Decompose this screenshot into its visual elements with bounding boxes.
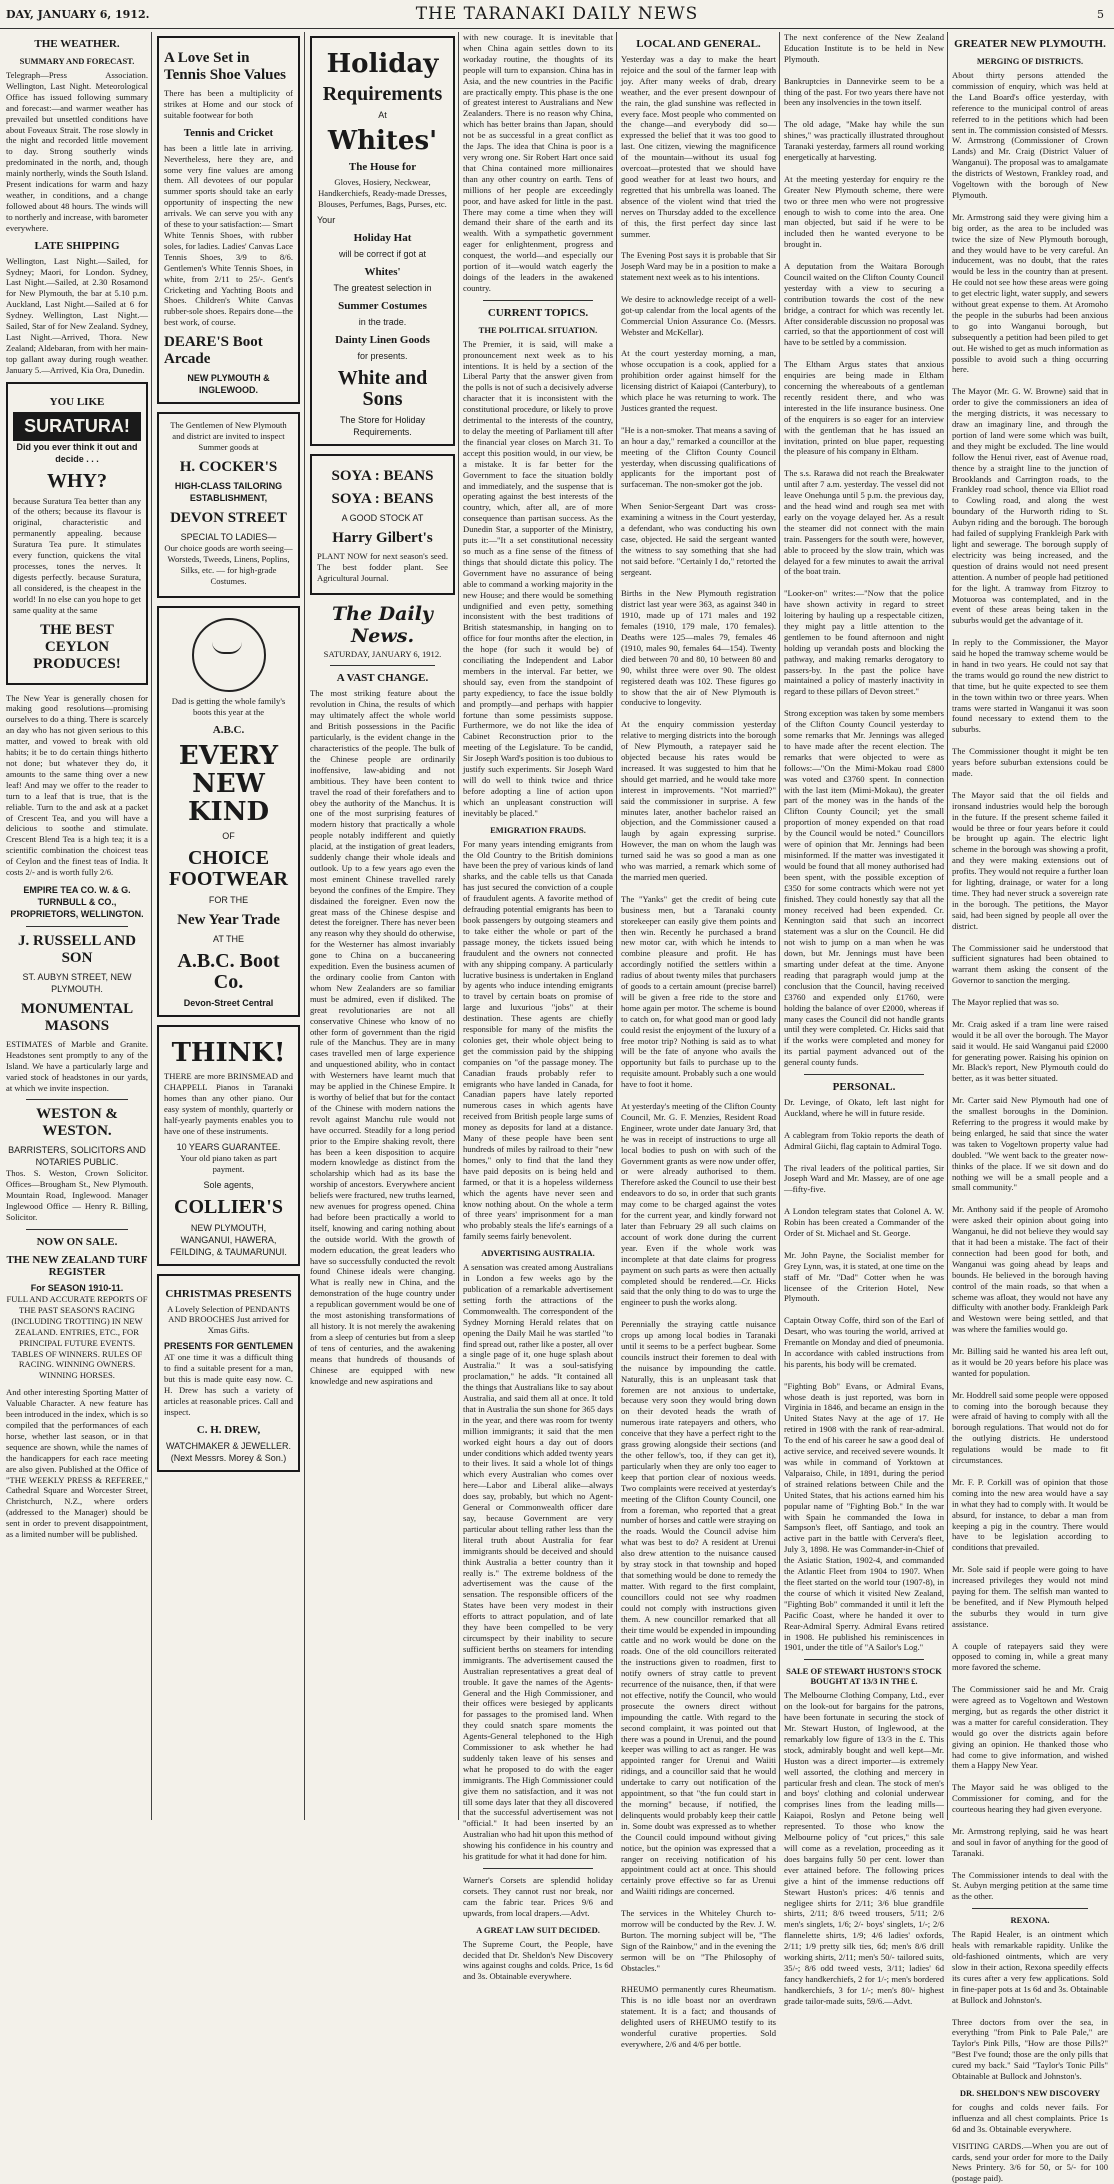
drew-body: AT one time it was a difficult thing to find a suitable present for a man, but this is made quite easy now. C. H. Drew has such a variety of articles at reasonable prices. Call and inspect.	[164, 1352, 293, 1417]
whites-holiday: Holiday	[326, 49, 439, 79]
masthead	[0, 0, 1114, 29]
column-5	[621, 32, 776, 2049]
collier-name: COLLIER'S	[174, 1195, 283, 1218]
weather-text: Telegraph—Press Association. Wellington, Last Night. Meteorological Office has issued following summary and forecast:—and warmer weather has prevailed but unsettled conditions have about Foveaux Strait. The rose slowly in the night and recorded little movement to day. Strong southerly winds predominated in the north, and, though mainly northerly, winds the South Island. Present indications for warm and hazy weather, in conditions, and a change followed about 48 hours. The winds will to northerly and increase, with barometer everywhere.	[6, 70, 148, 233]
gilbert-name: Harry Gilbert's	[332, 529, 433, 546]
masthead-title: THE TARANAKI DAILY NEWS	[415, 4, 699, 24]
editorial-continued: with new courage. It is inevitable that when China again settles down to its workaday routine, the thoughts of its people will turn to expansion. China has in Asia, and the new countries in the Pacific are practically empty. This phase is the one of greatest interest to Australians and New Zealanders. There is no reason why China, which has better brains than Japan, should not be as successful in a great conflict as the Japs. The idea that China is poor is a very wrong one. Sir Robert Hart once said that China contained more millionaires than any other country on earth. Tens of millions of her people are exceedingly poor, and have asked for little in the past. There may come a time when they will demand their share of the earth and its wealth. With a sympathetic government eager for enlightenment, progress and conquest, the world—and especially our portion of it—would watch eagerly the doings of the leaders in the awakened country.	[463, 32, 613, 293]
deare-locations: NEW PLYMOUTH & INGLEWOOD.	[187, 373, 270, 396]
abc-boot-advert	[157, 606, 300, 1017]
gilbert-advert	[310, 454, 455, 596]
column-rule	[947, 32, 948, 1820]
divider	[804, 1074, 924, 1075]
suratura-why: WHY?	[47, 469, 107, 492]
turf-register-onsale: NOW ON SALE.	[36, 1236, 118, 1248]
divider	[26, 926, 128, 927]
column-rule	[458, 32, 459, 1820]
collier-body: THERE are more BRINSMEAD and CHAPPELL Pianos in Taranaki homes than any other piano. Our easy system of monthly, quarterly or half-yearly payments enables you to have one of these instruments.	[164, 1071, 293, 1136]
whites-linen-goods: Dainty Linen Goods	[335, 333, 430, 346]
editorial-heading: A VAST CHANGE.	[336, 672, 429, 685]
weston-body: Thos. S. Weston, Crown Solicitor. Offices—Brougham St., New Plymouth. Mountain Road, Inglewood. Manager Inglewood Office — Henry R. Billing, Solicitor.	[6, 1168, 148, 1223]
law-suit-heading: A GREAT LAW SUIT DECIDED.	[476, 1924, 600, 1935]
political-text: The Premier, it is said, will make a pronouncement next week as to his intentions. It is held by a section of the Liberal Party that the answer given from the polls is not of such a decisively adverse character that it is inconsistent with the constitutional procedure, or likely to prove detrimental to the interests of the country, to delay the meeting of Parliament till after the financial year closes on March 31. To accept this position would, in our view, be a mistake. It is far better for the Government to face the situation boldly and immediately, and the suspense that is operating against the best interests of the country, which, after all, are of more consequence than partisan success. As the Dunedin Star, a supporter of the Ministry, puts it:—"It a set constitutional necessity so much as a fine sense of the fitness of things that should dictate this policy. The Government have no assurance of being able to command a working majority in the new House; and there would be something undignified and even petty, something inconsistent with the best traditions of British statesmanship, in hanging on to office for four months after the election, in the hope (for such it would be) of conciliating the Independent and Labor members in the interval. Far better, we should say, even from the standpoint of party expediency, to face the issue boldly and promptly—and perhaps with happier fortune than some pessimists suppose. Furthermore, we do not like the idea of Cabinet Reconstruction prior to the meeting of the Legislature. To be candid, Sir Joseph Ward's position is too dubious to justify such experiments. Sir Joseph Ward will do well to think twice and thrice before adopting a line of action upon which an unpleasant construction will inevitably be placed."	[463, 338, 613, 818]
column-rule	[304, 32, 305, 1820]
russell-trade: MONUMENTAL MASONS	[20, 1000, 134, 1034]
divider	[483, 1868, 593, 1869]
weather-subheading: SUMMARY AND FORECAST.	[19, 56, 135, 66]
whites-summer-costumes: Summer Costumes	[338, 299, 427, 312]
abc-location: Devon-Street Central	[183, 998, 274, 1009]
local-general-heading: LOCAL AND GENERAL.	[636, 38, 761, 50]
turf-register-title: THE NEW ZEALAND TURF REGISTER	[6, 1254, 148, 1278]
greater-new-plymouth-heading: GREATER NEW PLYMOUTH.	[954, 38, 1106, 50]
collier-advert	[157, 1025, 300, 1265]
suratura-body: because Suratura Tea better than any of the others; because its flavour is original, characteristic and permanently appealing. because Suratura Tea pure. It stimulates every function, quickens the vital processes, tones the nerves. It digests perfectly. because Suratura, all considered, is the cheapest in the world! In no else can you hope to get same quality at the same	[13, 495, 141, 615]
masthead-date: DAY, JANUARY 6, 1912.	[6, 8, 150, 21]
advertising-text: A sensation was created among Australians in London a few weeks ago by the publication of a remarkable advertisement setting forth the attractions of the Commonwealth. The correspondent of the Sydney Morning Herald relates that on opening the Daily Mail he was startled "to find spread out, rather like a poster, all over a single page of it, one huge splash about Australia." It was a soul-satisfying proclamation," he adds. "It contained all the things that Australians like to say about Australia, and said them all at once. It told that in Australia the sun shone for 365 days in the year, and there was room for twenty million immigrants; it said that the men worked eight hours a day out of doors under conditions which added twenty years to their lives. It said a whole lot of things which every Australian who comes over here—Labor and Liberal alike—always does say, probably, but which no Agent-General or Commonwealth officer dare say, because Government are very particular about telling rather less than the literal truth about Australia for fear immigrants should be deceived and should think Australia a better country than it really is." The extreme boldness of the advertisement was the cause of the sensation. The responsible officers of the States have been very modest in their efforts to attract population, and of late they have been compelled to be very circumspect by their inability to secure sufficient berths on steamers for intending immigrants. The advertisement caused the Australian representatives a great deal of trouble. It gave the names of the Agents-General and the High Commissioner, and their offices were besieged by applicants for passages to the promised land. When they could snatch spare moments the Agents-General telephoned to the High Commissioner to ask whether he had suddenly taken leave of his senses and what he proposed to do with the eager immigrants. The High Commissioner could give them no satisfaction, and it was not till some days later that they all discovered that the successful advertisement was not "official." It had been inserted by an Australian who had hit upon this method of showing his confidence in his country and his gratitude for what it had done for him.	[463, 1262, 613, 1862]
whites-store: The Store for Holiday Requirements.	[339, 414, 426, 437]
deare-shop-name: DEARE'S Boot Arcade	[164, 334, 263, 368]
whites-name-2: Whites'	[364, 265, 401, 278]
empire-tea-proprietors: EMPIRE TEA CO. W. & G. TURNBULL & CO., PROPRIETORS, WELLINGTON.	[10, 884, 144, 919]
deare-tennis-cricket: Tennis and Cricket	[183, 126, 274, 139]
column-1	[6, 32, 148, 1820]
visiting-cards-notice: VISITING CARDS.—When you are out of cards, send your order for more to the Daily News Printery. 3/6 for 50, or 5/- for 100 (postage paid).	[952, 2140, 1108, 2184]
deare-advert	[157, 36, 300, 404]
column-2	[157, 32, 300, 1820]
cocker-street: DEVON STREET	[170, 509, 287, 526]
abc-new-year-trade: New Year Trade	[177, 912, 280, 929]
crescent-tea-advert-text: The New Year is generally chosen for making good resolutions—promising ourselves to do a thing. There is scarcely an day who has not given serious to this matter, and vowed to break with old habits; it be to do certain things hitherto not done; but whatever they do, it amounts to the same thing over a new leaf! And may we offer to the reader to turn to a leaf that is true, that is the reliable. Turn to the and ask at a packet of Crescent Tea, and you will have a delicious to soothe and stimulate. Crescent Blend Tea is a high tea; it is a scientific combination the choicest teas of Ceylon and the finest teas of India. It costs 2/- and is worth fully 2/6.	[6, 692, 148, 878]
personal-heading: PERSONAL.	[832, 1081, 896, 1094]
sale-heading: SALE OF STEWART HUSTON'S STOCK BOUGHT AT 13/3 IN THE £.	[786, 1666, 942, 1687]
gilbert-body: PLANT NOW for next season's seed. The best fodder plant. See Agricultural Journal.	[317, 550, 448, 583]
column-rule	[616, 32, 617, 1820]
weston-profession: BARRISTERS, SOLICITORS AND NOTARIES PUBLIC.	[8, 1145, 146, 1168]
local-notes-text: The next conference of the New Zealand Education Institute is to be held in New Plymouth. Bankruptcies in Dannevirke seem to be a thing of the past. For two years there have not been any insolvencies in the town itself. The old adage, "Make hay while the sun shines," was practically illustrated throughout Taranaki yesterday, farmers all round working energetically at harvesting. At the meeting yesterday for enquiry re the Greater New Plymouth scheme, there were two or three men who were not progressive enough to wish to come into the area. One man objected, but said if he were to be included then he wanted everyone to be brought in. A deputation from the Waitara Borough Council waited on the Clifton County Council yesterday with a view to securing a contribution towards the cost of the new bridge, a contract for which was recently let. After considerable discussion no proposal was carried, so that the apportionment of cost will have to be settled by a commission. The Eltham Argus states that anxious enquiries are being made in Eltham concerning the whereabouts of a gentleman recently resident there, and who was interested in the life insurance business. One of the enquirers is so eager for an interview with the gentleman that he has issued an invitation, printed on blue paper, requesting the pleasure of his company in Eltham. The s.s. Rarawa did not reach the Breakwater until after 7 a.m. yesterday. The vessel did not leave Onehunga until 5 p.m. the previous day, and the head wind and rough sea met with early on the voyage delayed her. As a result the steamer did not connect with the main train. Passengers for the south were, however, able to proceed by the slow train, which was delayed for a few minutes to await the arrival of the boat train. "Looker-on" writes:—"Now that the police have shown activity in regard to street loitering by hauling up a respectable citizen, they might pay a little attention to the gentlemen to be found afternoon and night holding up verandah posts and blocking the pathway, and making remarks derogatory to passers-by. In the past the police have maintained a policy of masterly inactivity in regard to these pillars of Devon street." Strong exception was taken by some members of the Clifton County Council yesterday to some remarks that Mr. Jennings was alleged to have made after the recent election. The remarks that were objected to were as follows:—"On the Mimi-Mokau road £800 was voted and £3760 spent. In connection with the last item (Mimi-Mokau), the greater part of the money was in the hands of the Clifton County Council; yet the small proportion of money expended on that road by the Council would be noted." Councillors were of opinion that Mr. Jennings had been misinformed. If the matter was investigated it would be found that all money authorised had been spent, with the possible exception of £350 for some contracts which were not yet finished. They could honestly say that all the money received had been expended. Cr. Kennington said that such an incorrect statement was a slur on the Council. He did not wish to jump on a man when he was down, but Mr. Jennings must have been smarting under defeat at the time. Anyone reading that paragraph would jump at the conclusion that the Council, having received £3760 and expended only £1760, were holding the balance of over £2000, whereas if many cases the Council did not handle grants until they were completed. Cr. Hicks said that if the works were completed and money for its partial payment advanced out of the general county funds.	[784, 32, 944, 1068]
sheldon-heading: DR. SHELDON'S NEW DISCOVERY	[959, 2087, 1101, 2098]
shipping-text: Wellington, Last Night.—Sailed, for Sydney; Maori, for London. Sydney, Last Night.—Sailed, at 2.30 Rosamond for New Plymouth, the bar at 5.10 p.m. Auckland, Last Night.—Sailed at 6 for Sydney. Wellington, Last Night.—Sailed, Star of for New Zealand. Sydney, Last Night.—Arrived, Thora. New Zealand; Aldebaran, from with her main-top gallant away during rough weather. January 5.—Arrived, Kia Ora, Dunedin.	[6, 255, 148, 375]
gilbert-stock: A GOOD STOCK AT	[341, 512, 424, 523]
whites-at: At	[378, 110, 387, 120]
collier-trade-in: Your old piano taken as part payment.	[180, 1152, 277, 1174]
abc-short: A.B.C.	[212, 724, 245, 737]
collier-sole-agents: Sole agents,	[203, 1179, 254, 1190]
emigration-text: For many years intending emigrants from the Old Country to the British dominions have been the prey of various kinds of land sharks, and the cable tells us that Canada has just secured the conviction of a couple of fraudulent agents. A favorite method of defrauding potential emigrants has been to book passengers by outgoing steamers and to take either the whole or part of the passage money, the tickets issued being fraudulent and the owners not connected with any shipping company. A particularly lucrative business is undertaken in England by agents who induce intending emigrants to travel by certain boats on promise of large and luxurious "jobs" at their destination. These agents are chiefly responsible for many of the misfits the colonies get, their whole object being to get the commission paid by the shipping companies on "of the passage money. The Canadian frauds probably refer to emigrants who have landed in Canada, for Canadian papers have lately reported numerous cases in which agents have received from British people large sums of money as deposits for land at a distance. Many of these people have been sent hundreds of miles by railroad to their "new homes," only to find that the land they have paid deposits on is being held and farmed, or that it is a hopeless wilderness which the agents have never seen and know nothing about. On the whole a term of three years' imprisonment for a man who probably steals the life's earnings of a family seems fairly benevolent.	[463, 838, 613, 1242]
whites-for-presents: for presents.	[357, 350, 408, 361]
abc-choice-footwear: CHOICE FOOTWEAR	[169, 847, 288, 891]
whites-goods: Gloves, Hosiery, Neckwear, Handkerchiefs, Ready-made Dresses, Blouses, Perfumes, Bags, Purses, etc.	[318, 177, 447, 209]
cocker-intro: The Gentlemen of New Plymouth and district are invited to inspect Summer goods at	[170, 420, 287, 452]
weather-heading: THE WEATHER.	[34, 38, 120, 50]
merging-heading: MERGING OF DISTRICTS.	[976, 56, 1084, 66]
abc-at-the: AT THE	[212, 934, 244, 945]
soya-beans-2: SOYA : BEANS	[331, 490, 434, 507]
divider	[330, 665, 435, 666]
drew-name: C. H. DREW,	[196, 1423, 261, 1436]
emigration-heading: EMIGRATION FRAUDS.	[490, 824, 586, 835]
whites-correct: will be correct if got at	[338, 248, 427, 259]
weston-name: WESTON & WESTON.	[36, 1106, 118, 1140]
masthead-page-number: 5	[1097, 8, 1104, 21]
sheldon-text: for coughs and colds never fails. For influenza and all chest complaints. Price 1s 6d and 3s. Obtainable everywhere.	[952, 2101, 1108, 2134]
column-rule	[779, 32, 780, 1820]
issue-date: SATURDAY, JANUARY 6, 1912.	[323, 649, 442, 660]
editorial-text: The most striking feature about the revolution in China, the results of which may ultimately affect the whole world and British possessions in the Pacific particularly, is the evident change in the characteristics of the people. The bulk of the Chinese people are ordinarily inoffensive, law-abiding and not ambitious. They have been content to travel the road of their forefathers and to obey the authority of the Manchus. It is one of the most surprising features of modern history that practically a whole people notably indifferent and quietly placid, at the instigation of great leaders, suddenly change their whole ideals and outlook. Up to a few years ago even the most eminent Chinese travelled rarely beyond the confines of the Empire. They disdained the foreigner. Even now the great mass of the Chinese despise and detest the foreigner. There has never been any reason why they should do otherwise, for the Westerner has almost invariably gone to China on a buccaneering expedition. Even the business acumen of the ordinary coolie from Canton with whom New Zealanders are so familiar must be admired, even if disliked. The great revolutionaries are not all conservative Chinese who know of no other form of government than the rigid rule of the Manchus. They are in many cases travelled men of large experience and unquestioned ability, who in contact with Westerners have learnt much that may be applied in the Chinese Empire. It is worthy of belief that but for the contact of the Chinese with modern nations the revolt against Manchu rule would not have occurred. Steadily for a long period prior to the Empire shaking revolt, there has been a keen disposition to acquire modern knowledge as distinct from the scholarship which had as its base the worship of ancestors. Everywhere ancient beliefs were fractured, new truths learned, new avenues for progress opened. China had before been practically a world to itself, knowing and caring nothing about the outside world. With the growth of modern education, the great leaders who have so successfully conducted the revolt found Chinese ideals were changing. What is really new in China, and the demonstration of the huge country under a republican government would be one of the most astonishing transformations of all history. It is not merely the awakening from a sleep of centuries but from a sleep of tens of centuries, and the awakening means that hundreds of thousands of Chinese are equipped with new knowledge and new aspirations and	[310, 688, 455, 1386]
current-topics-heading: CURRENT TOPICS.	[487, 306, 589, 319]
divider	[972, 1908, 1088, 1909]
turf-register-contents: FULL AND ACCURATE REPORTS OF THE PAST SEASON'S RACING (INCLUDING TROTTING) IN NEW ZEALAND. ENTRIES, ETC., FOR PRINCIPAL FUTURE EVENTS. TABLES OF WINNERS. RULES OF RACING. WINNING OWNERS. WINNING HORSES.	[6, 1294, 148, 1381]
rexona-heading: REXONA.	[1010, 1915, 1050, 1926]
whites-requirements: Requirements	[322, 83, 443, 105]
whites-house-for: The House for	[348, 161, 417, 173]
russell-name: J. RUSSELL AND SON	[18, 932, 136, 966]
divider	[483, 300, 593, 301]
column-4	[463, 32, 613, 1982]
turf-register-body: And other interesting Sporting Matter of Valuable Character. A new feature has been introduced in the index, which is so compiled that the performances of each horse, whether last season, or in that sequence are shown, while the names of the handicappers for each race meeting are also given. Published at the Office of "THE WEEKLY PRESS & REFEREE," Cathedral Square and Worcester Street, Christchurch, N.Z., where orders (addressed to the Manager) should be sent in order to prevent disappointment, as a limited number will be published.	[6, 1387, 148, 1540]
advertising-heading: ADVERTISING AUSTRALIA.	[481, 1248, 595, 1259]
abc-intro: Dad is getting the whole family's boots this year at the	[171, 696, 286, 718]
whites-your: Your	[317, 214, 336, 225]
whites-name-1: Whites'	[327, 126, 438, 156]
law-suit-text: The Supreme Court, the People, have decided that Dr. Sheldon's New Discovery wins against coughs and colds. Price, 1s 6d and 3s. Obtainable everywhere.	[463, 1938, 613, 1982]
drew-gentlemen: PRESENTS FOR GENTLEMEN	[164, 1341, 294, 1352]
collier-think: THINK!	[171, 1038, 286, 1069]
smiling-child-illustration	[192, 618, 266, 692]
deare-headline: A Love Set in Tennis Shoe Values	[164, 50, 287, 83]
cocker-name: H. COCKER'S	[179, 458, 278, 475]
divider	[26, 1229, 128, 1230]
russell-body: ESTIMATES of Marble and Granite. Headstones sent promptly to any of the Island. We have a particularly large and varied stock of headstones in our yards, at which we invite inspection.	[6, 1038, 148, 1093]
column-7	[952, 32, 1108, 2184]
soya-beans-1: SOYA : BEANS	[331, 467, 434, 484]
suratura-question: Did you ever think it out and decide . . .	[16, 441, 138, 464]
column-rule	[151, 32, 152, 1820]
drew-headline: CHRISTMAS PRESENTS	[165, 1287, 292, 1300]
cocker-advert	[157, 412, 300, 598]
personal-text: Dr. Levinge, of Okato, left last night for Auckland, where he will in future reside. A cablegram from Tokio reports the death of Admiral Giichi, flag captain to Admiral Togo. The rival leaders of the political parties, Sir Joseph Ward and Mr. Massey, are of one age—fifty-five. A London telegram states that Colonel A. W. Robin has been created a Commander of the Order of St. Michael and St. George. Mr. John Payne, the Socialist member for Grey Lynn, was, it is stated, at one time on the staff of Mr. "Dad" Cotter when he was licensee of the Criterion Hotel, New Plymouth. Captain Otway Coffe, third son of the Earl of Desart, who was touring the world, arrived at Fremantle on Monday and died of pneumonia. In accordance with cabled instructions from his parents, his body will be cremated. "Fighting Bob" Evans, or Admiral Evans, whose death is just reported, was born in Virginia in 1846, and became an ensign in the United States Navy at the age of 17. He retired in 1908 with the rank of rear-admiral. To the end of his career he saw a good deal of active service, and received severe wounds. It was while in command of Yorktown at Valparaiso, Chile, in 1891, during the period of strained relations between Chile and the United States, that his actions earned him his popular name of "Fighting Bob." In the war with Spain he commanded the Iowa in Sampson's fleet, off Santiago, and took an active part in the battle with Cervera's fleet, July 3, 1898. He was Commander-in-Chief of the Asiatic Station, 1902-4, and commanded the Atlantic Fleet from 1904 to 1907. When the fleet started on the world tour (1907-8), in the course of which it visited New Zealand, "Fighting Bob" commanded it until it left the Pacific Coast, where he handed it over to Rear-Admiral Sperry. Admiral Evans retired in 1908. He published his reminiscences in 1901, under the title of "A Sailor's Log."	[784, 1097, 944, 1653]
whites-and-sons: White and Sons	[337, 366, 428, 410]
warner-corsets-notice: Warner's Corsets are splendid holiday corsets. They cannot rust nor break, nor cam the fabric tear. Prices 9/6 and upwards, from local drapers.—Advt.	[463, 1875, 613, 1918]
cocker-establishment: HIGH-CLASS TAILORING ESTABLISHMENT,	[174, 480, 283, 503]
suratura-advert	[6, 382, 148, 685]
collier-branches: NEW PLYMOUTH, WANGANUI, HAWERA, FEILDING, & TAUMARUNUI.	[170, 1222, 287, 1257]
russell-address: ST. AUBYN STREET, NEW PLYMOUTH.	[22, 971, 132, 994]
whites-holiday-hat: Holiday Hat	[353, 231, 412, 244]
suratura-tagline: THE BEST CEYLON PRODUCES!	[33, 621, 121, 672]
local-general-text: Yesterday was a day to make the heart rejoice and the soul of the farmer leap with joy. After many weeks of drab, dreary weather, and the ever present downpour of the rain, the glad sunshine was reflected in every face. Most people who commented on the change—and everybody did so—expressed the belief that it was too good to last. One citizen, viewing the magnificence of the mountain—without its usual fog overcoat—protested that we should have good weather for at least two hours, and regretted that his umbrella was loaned. The absence of the violent wind that tried the nerves on Thursday added to the excellence of this, the first perfect day since last summer. The Evening Post says it is probable that Sir Joseph Ward may be in a position to make a statement next week as to his intentions. We desire to acknowledge receipt of a well-got-up calendar from the local agents of the Commercial Union Assurance Co. (Messrs. Webster and McKellar). At the court yesterday morning, a man, whose occupation is a cook, applied for a prohibition order against himself for the licensing district of Kaiapoi (Canterbury), to which place he was returning to work. The Justices granted the request. "He is a non-smoker. That means a saving of an hour a day," remarked a councillor at the meeting of the Clifton County Council yesterday, when discussing qualifications of applicants for the important post of surfaceman. The non-smoker got the job. When Senior-Sergeant Dart was cross-examining a witness in the Court yesterday, a defendant, who was conducting his own case, objected. He said the sergeant wanted the witness to say something that she had not said before. "Certainly I do," retorted the sergeant. Births in the New Plymouth registration district last year were 363, as against 340 in 1910, made up of 171 males and 192 females (1910, 179 male, 170 females). Deaths were 125—males 79, females 46 (1910, males 90, females 64—154). Twenty died between 70 and 80, 10 between 80 and 90, whilst three were over 90. The oldest registered death was 102. These figures go to show that the air of New Plymouth is conducive to longevity. At the enquiry commission yesterday relative to merging districts into the borough of New Plymouth, a ratepayer said he objected because his rates would be increased. It was suggested to him that he should get married, and he would take more interest in improvements. "Not married?" said the commissioner in surprise. A few minutes later, another bachelor raised an objection, and the Commissioner caused a laugh by again expressing surprise. However, the man on whom the laugh was turned said he was so good a man as one who was married, a remark which some of the married men queried. The "Yanks" get the credit of being cute business men, but a Taranaki county storekeeper can easily give them points and then win. Recently he purchased a brand new motor car, with which he intends to combine pleasure and profit. He has accordingly notified the settlers within a radius of about twenty miles that purchasers of goods to a certain amount (precise barrel) will be given a free ride to the store and home again per motor. The scheme is bound to catch on, for what good man or good lady could resist the enjoyment of the luxury of a free motor trip? Nothing is said as to what will be the fate of anyone who avails the opportunity but fails to purchase up to the requisite amount. Probably such a one would have to foot it home. At yesterday's meeting of the Clifton County Council, Mr. G. F. Menzies, Resident Road Engineer, wrote under date January 3rd, that he was in receipt of instructions to urge all local bodies to push on with such of the Government grants as were now under offer, or were already authorised to them. Therefore asked the Council to use their best endeavors to do so, in order that such grants may come to be charged against the votes for the current year, and kindly forward not later than February 29 all such claims on account of work done during the current year. Even if the whole work was incomplete at that date claims for progress payment on such parts as were then actually completed should be rendered.—Cr. Hicks said that the only thing to do was to urge the engineer to push the works along. Perennially the straying cattle nuisance crops up among local bodies in Taranaki until it seems to be a perfect bugbear. Some councils instruct their foremen to deal with the nuisance by impounding the cattle. Naturally, this is an unpleasant task that foremen are not anxious to undertake, because very soon they would bring down on their devoted heads the wrath of numerous irate ratepayers and others, who conceive that they have a perfect right to the grass growing alongside their sections (and the other fellow's, too, if they can get it), particularly when they are only too eager to keep that portion clear of noxious weeds. Two complaints were received at yesterday's meeting of the Clifton County Council, one from a foreman, who reported that a great number of horses and cattle were straying on the roads. Would the Council advise him what was best to do? A resident at Urenui also drew attention to the nuisance caused by stray stock in that township and hoped that something would be done to remedy the matter. With regard to the first complaint, councillors could not see why roadmen could not comply with instructions given them. A new councillor remarked that all their time would be expended in impounding cattle and no work would be done on the roads. One of the old councillors reiterated the instructions given to roadmen, first to notify owners of stray cattle to prevent recurrence of the nuisance, then, if that were not effective, notify the Council, who would prosecute the owners direct without impounding the cattle. With regard to the second complaint, it was pointed out that there was a pound in Urenui, and the pound keeper was willing to act as ranger. He was appointed ranger for Urenui and Waiiti ridings, and a councillor said that he would undertake to carry out notification of the appointment, so that "the fun could start in the morning" because, if notified, the delinquents would probably keep their cattle in. Some doubt was expressed as to whether the Council could impound without giving notice, but the opinion was expressed that a ranger on receiving notification of his appointment could act at once. This should certainly prove effective so far as Urenui and Waiiti ridings are concerned. The services in the Whiteley Church to-morrow will be conducted by the Rev. J. W. Burton. The morning subject will be, "The Sign of the Rainbow," and in the evening the sermon will be on "The Philosophy of Obstacles." RHEUMO permanently cures Rheumatism. This is no idle boast nor an overdrawn statement. It is a fact; and thousands of delighted users of RHEUMO testify to its wonderful curative properties. Sold everywhere, 2/6 and 4/6 per bottle.	[621, 54, 776, 2049]
abc-of: OF	[222, 831, 235, 842]
drew-address: WATCHMAKER & JEWELLER. (Next Messrs. Morey & Son.)	[165, 1440, 291, 1463]
sale-text: The Melbourne Clothing Company, Ltd., ever on the look-out for bargains for the patrons, have been fortunate in securing the stock of Mr. Stewart Huston, of Inglewood, at the remarkably low figure of 13/3 in the £. This stock, admirably bought and well kept—Mr. Huston was a direct importer—is extremely well assorted, the clothing and mercery in particular fresh and clean. The stock of men's and boys' clothing and colonial underwear comprises lines from the leading mills—Kaiapoi, Roslyn and Petone being well represented. To those who know the Melbourne policy of "cut prices," this sale will come as a revelation, proceeding as it does bargains fully 50 per cent. lower than ever attained before. The following prices give a hint of the immense reductions off Stewart Huston's prices: 4/6 tennis and negligee shirts for 2/11; 3/6 blue grandfile shirts, 2/11; 8/6 tweed trousers, 5/11; 2/6 men's singlets, 1/6; 2/- boys' singlets, 1/-; 2/6 flannelette shirts, 1/9; 4/6 ladies' oxfords, 2/11; 1/9 pretty silk ties, 6d; men's 8/6 drill working shirts, 2/11; men's 50/- tailored suits, 35/-; 8/6 odd tweed vests, 3/11; ladies' 6d fancy handkerchiefs, 2 for 1/-; men's bordered handkerchiefs, 3 for 1/-; men's 80/- highest grade tailor-made suits, 59/6.—Advt.	[784, 1690, 944, 2006]
cocker-ladies: SPECIAL TO LADIES—	[180, 531, 277, 542]
abc-company-name: A.B.C. Boot Co.	[177, 950, 280, 994]
column-6	[784, 32, 944, 2006]
collier-guarantee: 10 YEARS GUARANTEE.	[176, 1141, 281, 1152]
whites-advert	[310, 36, 455, 446]
cocker-body: Our choice goods are worth seeing—Worsteds, Tweeds, Linens, Poplins, Silks, etc. — for high-grade Costumes.	[164, 542, 293, 586]
deare-intro: There has been a multiplicity of strikes at Home and our stock of suitable footwear for both	[164, 88, 293, 120]
divider	[26, 1099, 128, 1100]
greater-new-plymouth-text: About thirty persons attended the commission of enquiry, which was held at the Land Board's office yesterday, with reference to the municipal control of areas referred to in the petitions which had been sent in. The commission consisted of Messrs. W. Armstrong (Commissioner of Crown Lands) and Mr. Craig (District Valuer of Wanganui). The proposal was to amalgamate the districts of Westown, Frankley road, and Vogeltown with the borough of New Plymouth. Mr. Armstrong said they were giving him a big order, as the area to be included was twice the size of New Plymouth borough, and they would have to be very careful. An inducement, was no doubt, that the rates would be less in the country than at present. He could not see how these areas were going to get electric light, water supply, and sewers without great expense to them. At Aromoho the people in the suburbs had been anxious to go into Wanganui borough, but subsequently a petition had been piled to get out. He wished to get as much information as possible to avoid such a thing occurring here. The Mayor (Mr. G. W. Browne) said that in order to give the commissioners an idea of the merging districts, it was necessary to draw an imaginary line, and through the portion of land were some which was built, and they might be excluded. The line would follow the Henui river, east of Avenue road, thence by a straight line to the junction of Brooklands and Carrington roads, to the Frankley road school, thence via Elliot road to Cowling road, and along the west boundary of the Hurworth riding to St. Aubyn riding and the borough. The borough had failed of supplying Frankleigh Park with light and sewerage. The borough supply of electricity was being increased, and the question of drains would not need present attention. A number of people had petitioned for the light. A tramway from Fitzroy to Motuoroa was contemplated, and in the event of these areas being taken in the suburbs would get the advantage of it. In reply to the Commissioner, the Mayor said he hoped the tramway scheme would be in hand in two years. He could not say that the trams would go round the new district to that time, but he quite expected to see them in the town within two or three years. When trams were started in Wanganui it was soon found necessary to extend them to the suburbs. The Commissioner thought it might be ten years before suburban extensions could be made. The Mayor said that the oil fields and ironsand industries would help the borough in the future. If the present scheme failed it would be three or four years before it could be brought up again. The electric light scheme in the borough was showing a profit, and they were making extensions out of profits. They would not require a further loan for lighting, drainage, or water for a long time. They had never struck a sovereign rate in the borough. The petitions, the Mayor said, had been signed by people all over the district. The Commissioner said he understood that sufficient signatures had been obtained to warrant them asking the consent of the Governor to sanction the merging. The Mayor replied that was so. Mr. Craig asked if a tram line were raised would it be all over the borough. The Mayor said it would. He said Wanganui paid £2000 for generating power. Raising his opinion on Mr. Black's report, New Plymouth could do better, as it was better situated. Mr. Carter said New Plymouth had one of the smallest boroughs in the Dominion. Referring to the progress it would make by being enlarged, he said that since the water was taken to Vogeltown property value had doubled. "We went back to the greater now-thinks of the place. If we sit down and do nothing we will be a small people and a small community." Mr. Anthony said if the people of Aromoho were asked their opinion about going into Wanganui, he did not believe they would say that it had been a mistake. The fact of their connection had been good for both, and Wanganui was going ahead by leaps and bounds. He believed in the borough having control of the main roads, so that when a scheme was afloat, they would not have any difficulty with another body. Frankleigh Park and Westown were being settled, and that was where the families would go. Mr. Billing said he wanted his area left out, as it would be 20 years before his place was wanted for population. Mr. Hoddrell said some people were opposed to coming into the borough because they were afraid of having to comply with all the borough regulations. That would not do for the outlying districts. He understood regulations would be made to fit circumstances. Mr. F. P. Corkill was of opinion that those coming into the new area would have a say in what they had to comply with. It would be absurd, for instance, to debar a man from keeping a pig in the country. There would have to be legislation according to conditions that prevailed. Mr. Sole said if people were going to have increased privileges they would not mind paying for them. The selfish man wanted to be benefited, and if New Plymouth helped the suburbs they would in turn give assistance. A couple of ratepayers said they were opposed to coming in, while a great many more favored the scheme. The Commissioner said he and Mr. Craig were agreed as to Vogeltown and Westown merging, but as regards the other district it was a matter for careful consideration. They would go over the districts again before giving an opinion. He thanked those who had come to give information, and wished them a Happy New Year. The Mayor said he was obliged to the Commissioner for coming, and for the courteous hearing they had given everyone. Mr. Armstrong replying, said he was heart and soul in favor of anything for the good of Taranaki. The Commissioner intends to deal with the St. Aubyn merging petition at the same time as the other.	[952, 70, 1108, 1902]
newspaper-nameplate: The Daily News.	[332, 603, 433, 648]
column-3	[310, 32, 455, 1820]
drew-pendants: A Lovely Selection of PENDANTS AND BROOCHES Just arrived for Xmas Gifts.	[167, 1303, 290, 1336]
turf-register-season: For SEASON 1910-11.	[30, 1283, 124, 1293]
abc-every-new-kind: EVERY NEW KIND	[178, 741, 279, 828]
shipping-heading: LATE SHIPPING	[34, 239, 120, 252]
divider	[804, 1659, 924, 1660]
abc-for-the: FOR THE	[208, 895, 249, 906]
political-heading: THE POLITICAL SITUATION.	[478, 324, 598, 335]
whites-greatest: The greatest selection in	[333, 282, 432, 293]
rexona-text: The Rapid Healer, is an ointment which heals with remarkable rapidity. Unlike the old-fashioned ointments, which are very slow in their action, Rexona speedily effects its cures after a very few applications. Sold in fine-paper pots at 1s 6d and 3s. Obtainable at Bullock and Johnston's. Three doctors from over the sea, in everything "from Pink to Pale Pale," are Taylor's Pink Pills, "How are those Pills?" "Best I've found; those are the only pills that cured my back." Said "Taylor's Tonic Pills" Obtainable at Bullock and Johnston's.	[952, 1929, 1108, 2082]
suratura-lead: YOU LIKE	[49, 395, 105, 408]
drew-advert	[157, 1274, 300, 1472]
deare-body: has been a little late in arriving. Nevertheless, here they are, and some very fine values are among them. All devotees of our popular summer sports should take an early opportunity of inspecting the new arrivals. We can serve you with any of these to your satisfaction:— Smart White Tennis Shoes, with rubber soles, for ladies. Ladies' Canvas Lace Tennis Shoes, 3/9 to 8/6. Gentlemen's White Tennis Shoes, in white, from 2/11 to 25/-. Gent's Cricketing and Yachting Boots and Shoes. Children's White Canvas rubber-sole shoes. Repairs done—the best work, of course.	[164, 142, 293, 328]
whites-in-trade: in the trade.	[358, 316, 407, 327]
suratura-brand: SURATURA!	[13, 412, 141, 441]
